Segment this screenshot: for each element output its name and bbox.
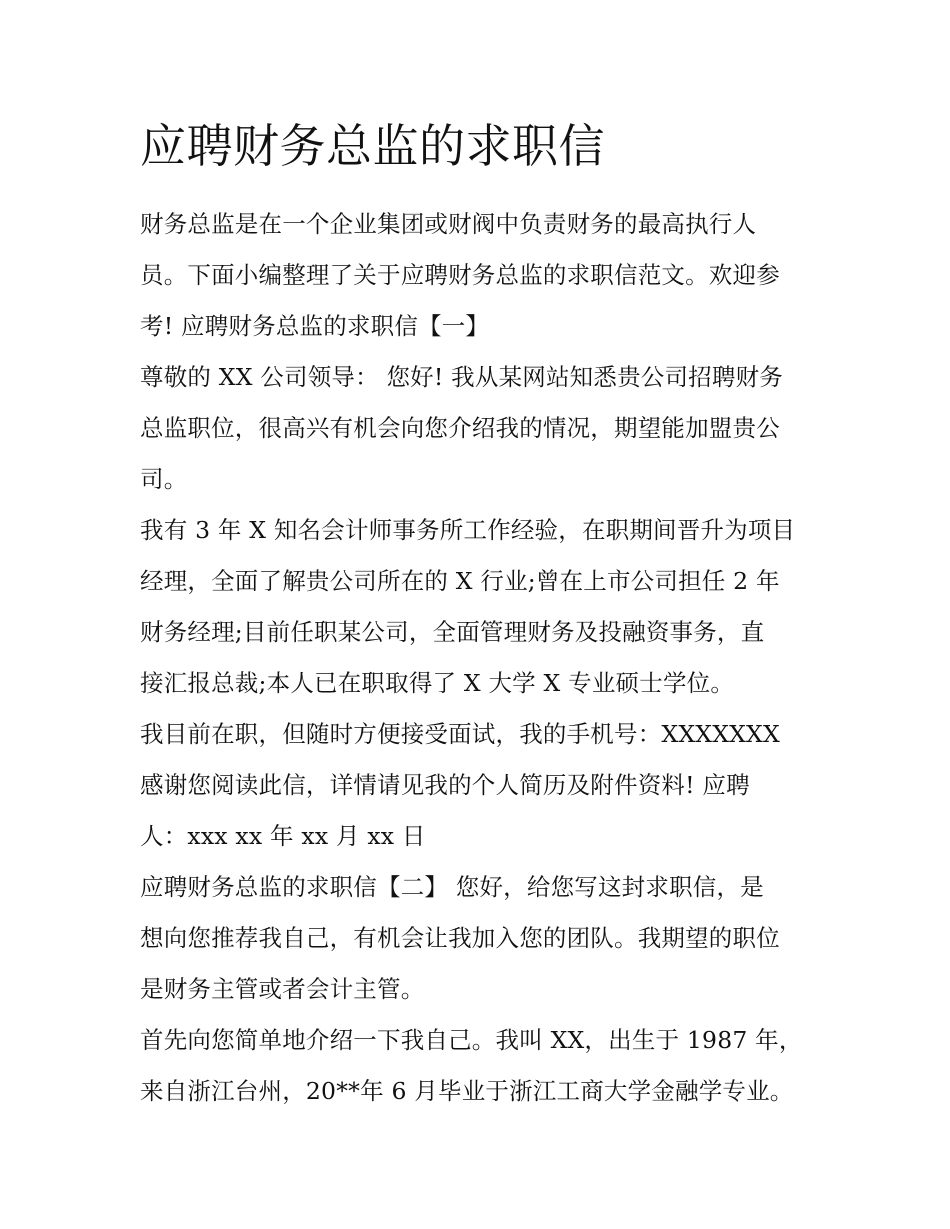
document-body xyxy=(140,199,820,1117)
body-line: 员。下面小编整理了关于应聘财务总监的求职信范文。欢迎参 xyxy=(140,261,780,289)
body-line: 我目前在职，但随时方便接受面试，我的手机号：XXXXXXX xyxy=(140,720,780,748)
body-line: 想向您推荐我自己，有机会让我加入您的团队。我期望的职位 xyxy=(140,924,780,952)
body-line: 考! 应聘财务总监的求职信【一】 xyxy=(140,312,490,340)
body-line: 我有 3 年 X 知名会计师事务所工作经验，在职期间晋升为项目 xyxy=(140,516,796,544)
body-line: 是财务主管或者会计主管。 xyxy=(140,975,425,1003)
body-line: 尊敬的 XX 公司领导： 您好! 我从某网站知悉贵公司招聘财务 xyxy=(140,363,783,391)
body-line: 经理，全面了解贵公司所在的 X 行业;曾在上市公司担任 2 年 xyxy=(140,567,780,595)
body-line: 首先向您简单地介绍一下我自己。我叫 XX，出生于 1987 年， xyxy=(140,1026,803,1054)
body-line: 人：xxx xx 年 xx 月 xx 日 xyxy=(140,822,426,850)
body-line: 接汇报总裁;本人已在职取得了 X 大学 X 专业硕士学位。 xyxy=(140,669,735,697)
body-line: 总监职位，很高兴有机会向您介绍我的情况，期望能加盟贵公 xyxy=(140,414,780,442)
body-line: 感谢您阅读此信，详情请见我的个人简历及附件资料! 应聘 xyxy=(140,771,750,799)
body-line: 来自浙江台州，20**年 6 月毕业于浙江工商大学金融学专业。 xyxy=(140,1077,794,1105)
body-line: 财务总监是在一个企业集团或财阀中负责财务的最高执行人 xyxy=(140,210,757,238)
body-line: 司。 xyxy=(140,465,188,493)
body-line: 财务经理;目前任职某公司，全面管理财务及投融资事务，直 xyxy=(140,618,765,646)
body-line: 应聘财务总监的求职信【二】 您好，给您写这封求职信，是 xyxy=(140,873,764,901)
document-title: 应聘财务总监的求职信 xyxy=(140,119,605,173)
